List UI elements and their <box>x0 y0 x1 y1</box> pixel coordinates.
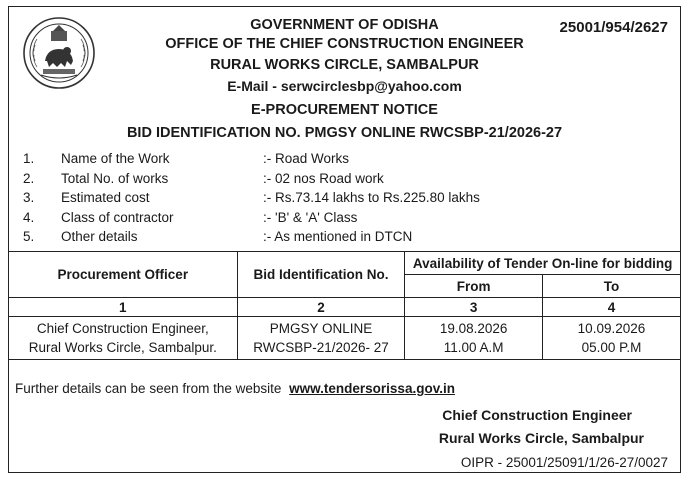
notice-title: E-PROCUREMENT NOTICE <box>251 102 438 118</box>
column-number: 4 <box>542 298 680 317</box>
officer-line: Chief Construction Engineer, <box>36 321 209 336</box>
bid-line: PMGSY ONLINE <box>269 321 373 336</box>
detail-row-work-name <box>23 151 663 171</box>
to-time: 05.00 P.M <box>581 340 642 355</box>
further-details-line <box>15 381 455 396</box>
procurement-table <box>9 251 680 360</box>
column-number: 1 <box>9 298 237 317</box>
officer-line: Rural Works Circle, Sambalpur. <box>28 340 217 355</box>
bid-identification-line: BID IDENTIFICATION NO. PMGSY ONLINE RWCSBP-21/2026-27 <box>126 125 563 141</box>
oipr-reference: OIPR - 25001/25091/1/26-27/0027 <box>460 455 668 470</box>
detail-value: :- 'B' & 'A' Class <box>263 209 358 225</box>
to-date: 10.09.2026 <box>577 321 646 336</box>
detail-label: Other details <box>61 229 138 244</box>
from-time: 11.00 A.M <box>443 340 504 355</box>
detail-row-other-details <box>23 229 663 249</box>
reference-number: 25001/954/2627 <box>559 19 668 36</box>
header-availability: Availability of Tender On-line for bidding <box>405 252 680 275</box>
header-to: To <box>542 275 680 298</box>
circle-title: RURAL WORKS CIRCLE, SAMBALPUR <box>210 57 479 73</box>
cell-from <box>405 317 543 360</box>
header-bid-identification: Bid Identification No. <box>237 252 405 298</box>
column-number: 3 <box>405 298 543 317</box>
detail-number: 5. <box>23 229 35 244</box>
detail-row-contractor-class <box>23 210 663 230</box>
detail-number: 2. <box>23 170 35 186</box>
email-line: E-Mail - serwcirclesbp@yahoo.com <box>227 78 462 94</box>
cell-bid-identification <box>237 317 405 360</box>
header-procurement-officer: Procurement Officer <box>9 252 237 298</box>
from-date: 19.08.2026 <box>439 321 508 336</box>
detail-value: :- Rs.73.14 lakhs to Rs.225.80 lakhs <box>263 190 480 205</box>
detail-label: Class of contractor <box>61 209 174 225</box>
detail-label: Total No. of works <box>61 170 169 186</box>
detail-row-estimated-cost <box>23 190 663 210</box>
column-number: 2 <box>237 298 405 317</box>
detail-number: 4. <box>23 209 35 225</box>
further-details-text: Further details can be seen from the website <box>15 381 282 396</box>
detail-label: Name of the Work <box>61 151 170 166</box>
detail-value: :- 02 nos Road work <box>263 170 384 186</box>
header-from: From <box>405 275 543 298</box>
detail-label: Estimated cost <box>61 190 150 205</box>
detail-number: 3. <box>23 190 35 205</box>
tender-notice <box>8 6 681 473</box>
table-row <box>9 317 680 360</box>
cell-procurement-officer <box>9 317 237 360</box>
signatory-office: Rural Works Circle, Sambalpur <box>438 430 644 446</box>
website-link[interactable]: www.tendersorissa.gov.in <box>289 381 455 396</box>
work-details-list <box>23 151 663 249</box>
bid-line: RWCSBP-21/2026- 27 <box>253 340 389 355</box>
table-header-row <box>9 252 680 275</box>
detail-value: :- As mentioned in DTCN <box>263 229 413 244</box>
cell-to <box>542 317 680 360</box>
office-title: OFFICE OF THE CHIEF CONSTRUCTION ENGINEER <box>165 36 524 52</box>
government-title: GOVERNMENT OF ODISHA <box>250 17 439 33</box>
detail-row-total-works <box>23 171 663 191</box>
detail-number: 1. <box>23 151 35 166</box>
signatory-title: Chief Construction Engineer <box>442 407 632 423</box>
detail-value: :- Road Works <box>263 151 350 166</box>
table-column-number-row <box>9 298 680 317</box>
